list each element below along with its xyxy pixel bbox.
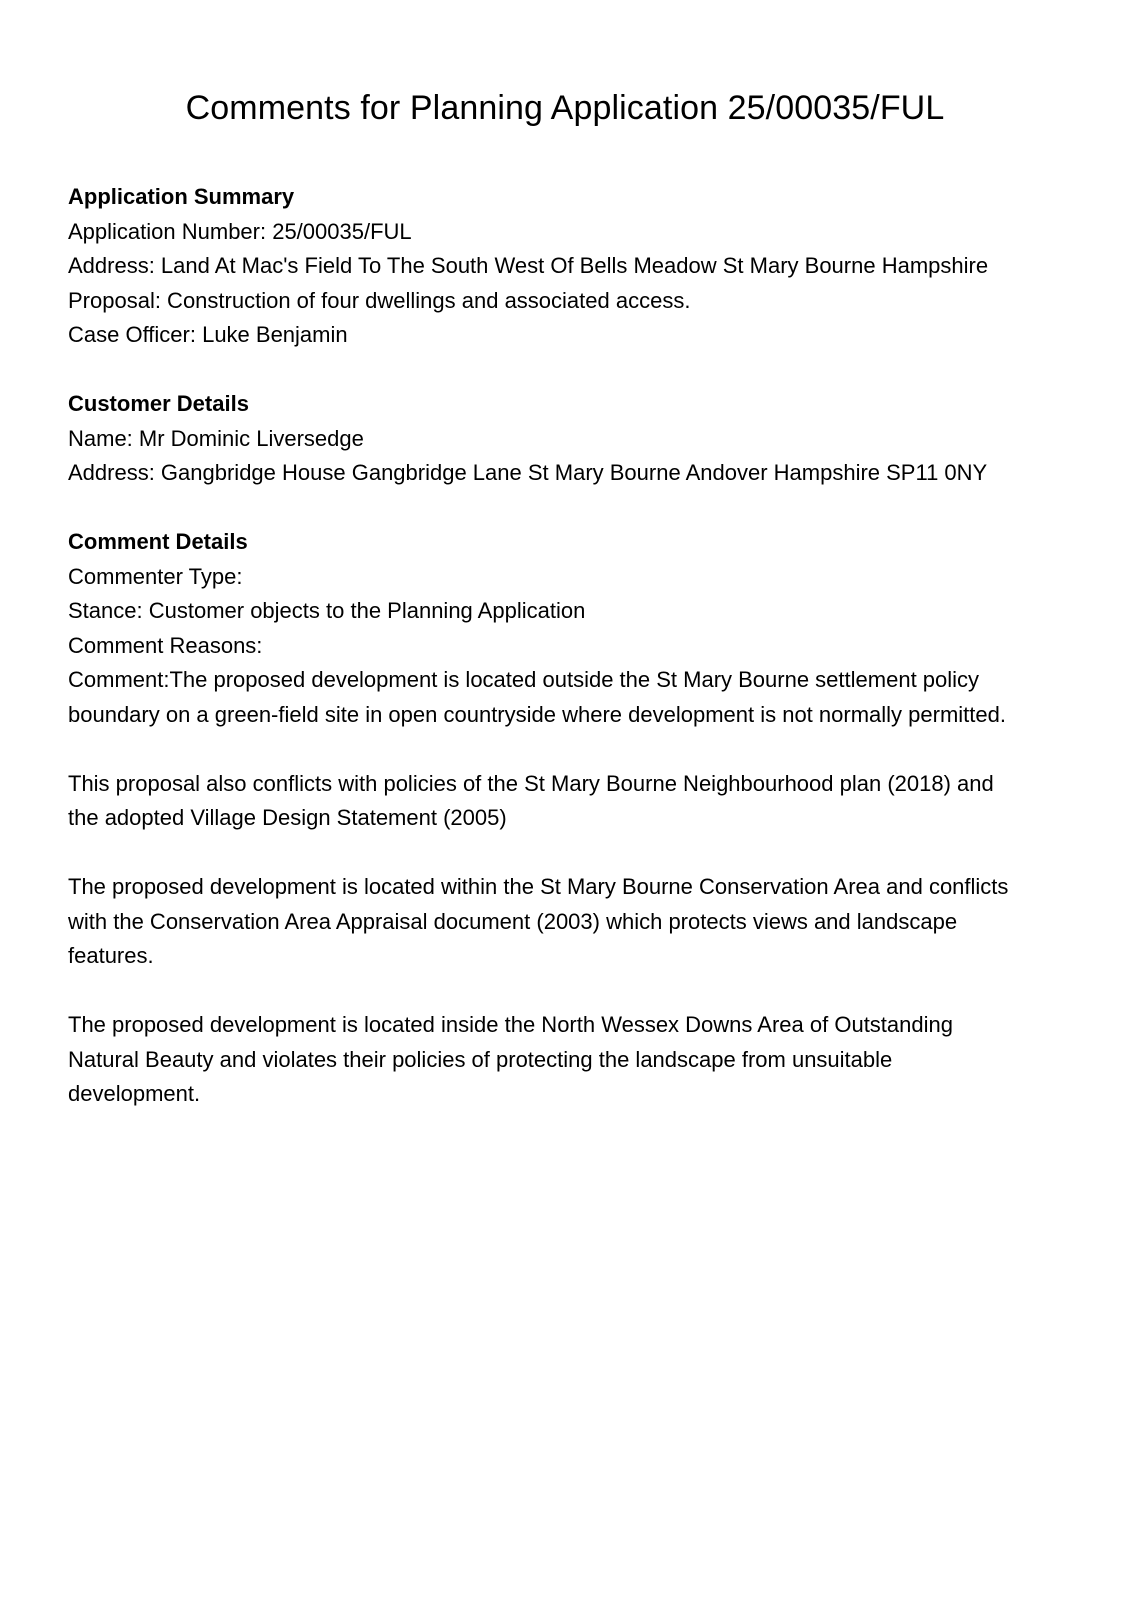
customer-address: Address: Gangbridge House Gangbridge Lane St Mary Bourne Andover Hampshire SP11 0NY — [68, 460, 988, 485]
commenter-type: Commenter Type: — [68, 563, 243, 589]
customer-name: Name: Mr Dominic Liversedge — [68, 425, 364, 451]
application-address: Address: Land At Mac's Field To The South West Of Bells Meadow St Mary Bourne Hampshire — [68, 253, 989, 278]
comment-paragraph-1-line-2: boundary on a green-field site in open countryside where development is not normally permitted. — [68, 701, 1006, 727]
comment-paragraph-1-line-1: Comment:The proposed development is located outside the St Mary Bourne settlement policy — [68, 667, 980, 692]
paragraph-gap — [68, 732, 1068, 767]
customer-details-section — [68, 387, 1068, 491]
paragraph-gap — [68, 836, 1068, 871]
comment-paragraph-3-line-2: with the Conservation Area Appraisal document (2003) which protects views and landscape — [68, 908, 958, 934]
case-officer: Case Officer: Luke Benjamin — [68, 322, 348, 347]
application-number: Application Number: 25/00035/FUL — [68, 218, 412, 244]
comment-paragraph-3-line-1: The proposed development is located within the St Mary Bourne Conservation Area and conflicts — [68, 874, 1009, 899]
paragraph-gap — [68, 974, 1068, 1009]
section-gap — [68, 353, 1068, 388]
application-proposal: Proposal: Construction of four dwellings and associated access. — [68, 287, 691, 313]
comment-paragraph-3-line-3: features. — [68, 943, 154, 968]
application-summary-heading: Application Summary — [68, 184, 295, 209]
customer-details-heading: Customer Details — [68, 391, 249, 416]
comment-paragraph-4-line-3: development. — [68, 1081, 201, 1106]
comment-paragraph-2-line-2: the adopted Village Design Statement (2005) — [68, 805, 507, 830]
comment-paragraph-2-line-1: This proposal also conflicts with policies of the St Mary Bourne Neighbourhood plan (2018) and — [68, 770, 994, 796]
section-gap — [68, 491, 1068, 526]
application-summary-section — [68, 180, 1068, 353]
comment-paragraph-4-line-1: The proposed development is located inside the North Wessex Downs Area of Outstanding — [68, 1012, 953, 1037]
stance: Stance: Customer objects to the Planning Application — [68, 598, 586, 623]
comment-reasons: Comment Reasons: — [68, 632, 263, 658]
comment-details-heading: Comment Details — [68, 529, 248, 554]
document-content — [68, 180, 1068, 1112]
page-title: Comments for Planning Application 25/00035/FUL — [185, 89, 945, 127]
comment-details-section — [68, 525, 1068, 1112]
comment-paragraph-4-line-2: Natural Beauty and violates their policies of protecting the landscape from unsuitable — [68, 1046, 893, 1072]
